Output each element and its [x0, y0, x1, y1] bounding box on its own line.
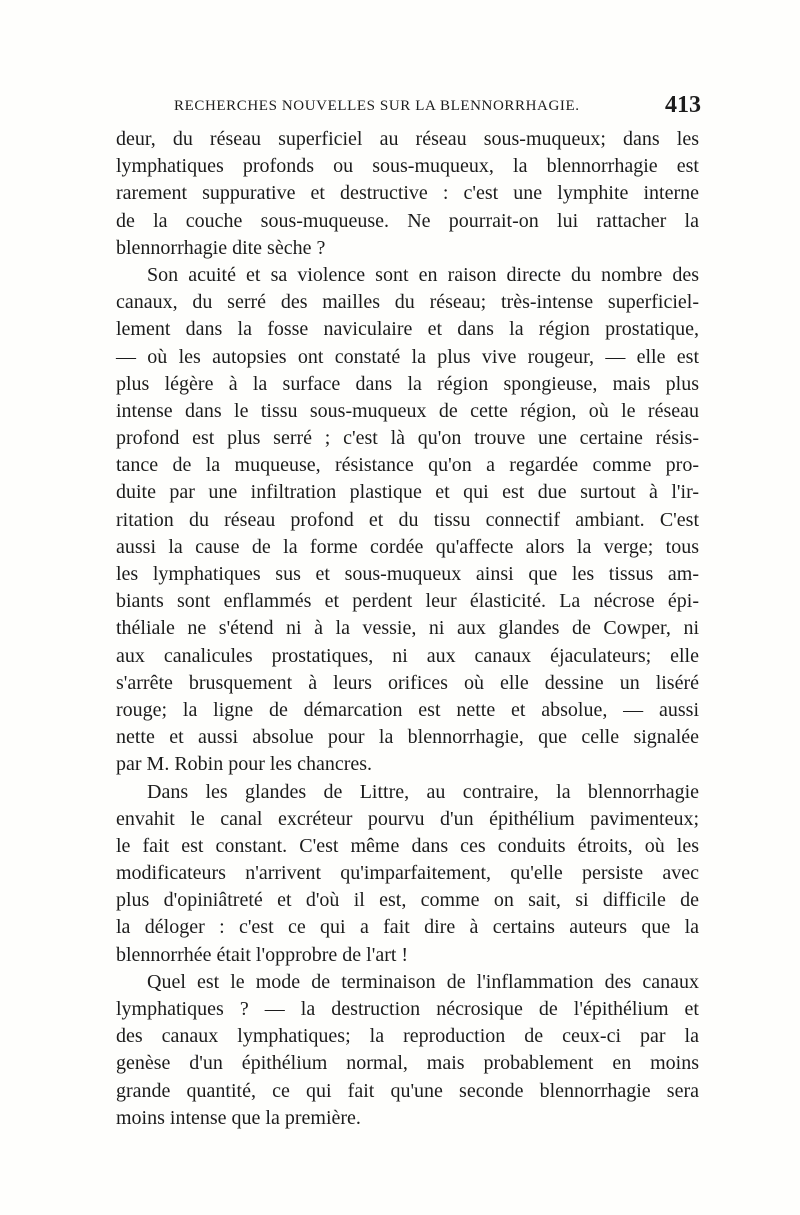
text-line: le fait est constant. C'est même dans ces conduits étroits, où les	[116, 834, 699, 857]
text-line: Quel est le mode de terminaison de l'inflammation des canaux	[147, 970, 699, 993]
text-line: théliale ne s'étend ni à la vessie, ni aux glandes de Cowper, ni	[116, 617, 699, 640]
text-line: par M. Robin pour les chancres.	[116, 753, 373, 776]
running-head	[116, 92, 701, 120]
page-number: 413	[665, 92, 701, 118]
text-line: tance de la muqueuse, résistance qu'on a regardée comme pro-	[116, 454, 699, 477]
body-text	[116, 126, 699, 1132]
text-line: la déloger : c'est ce qui a fait dire à certains auteurs que la	[116, 916, 699, 939]
text-line: Son acuité et sa violence sont en raison directe du nombre des	[147, 263, 699, 286]
text-line: duite par une infiltration plastique et qui est due surtout à l'ir-	[116, 481, 699, 504]
text-line: aux canalicules prostatiques, ni aux canaux éjaculateurs; elle	[116, 644, 699, 667]
text-line: lymphatiques ? — la destruction nécrosique de l'épithélium et	[116, 998, 699, 1020]
text-line: grande quantité, ce qui fait qu'une seconde blennorrhagie sera	[116, 1079, 699, 1102]
text-line: nette et aussi absolue pour la blennorrhagie, que celle signalée	[116, 726, 699, 749]
text-line: deur, du réseau superficiel au réseau sous-muqueux; dans les	[116, 128, 699, 150]
text-line: s'arrête brusquement à leurs orifices où elle dessine un liséré	[116, 671, 699, 694]
text-line: genèse d'un épithélium normal, mais probablement en moins	[116, 1052, 699, 1075]
text-line: profond est plus serré ; c'est là qu'on trouve une certaine résis-	[116, 427, 699, 450]
text-line: blennorrhée était l'opprobre de l'art !	[116, 943, 409, 966]
text-line: intense dans le tissu sous-muqueux de cette région, où le réseau	[116, 399, 699, 422]
text-line: modificateurs n'arrivent qu'imparfaitement, qu'elle persiste avec	[116, 862, 699, 885]
text-line: envahit le canal excréteur pourvu d'un épithélium pavimenteux;	[116, 807, 699, 830]
text-line: plus d'opiniâtreté et d'où il est, comme on sait, si difficile de	[116, 889, 699, 912]
text-line: blennorrhagie dite sèche ?	[116, 236, 326, 259]
running-title: RECHERCHES NOUVELLES SUR LA BLENNORRHAGIE.	[174, 98, 580, 114]
text-line: biants sont enflammés et perdent leur élasticité. La nécrose épi-	[116, 590, 699, 613]
text-line: de la couche sous-muqueuse. Ne pourrait-on lui rattacher la	[116, 209, 699, 232]
text-line: les lymphatiques sus et sous-muqueux ainsi que les tissus am-	[116, 563, 699, 585]
text-line: rarement suppurative et destructive : c'est une lymphite interne	[116, 182, 699, 205]
text-line: plus légère à la surface dans la région spongieuse, mais plus	[116, 372, 699, 395]
text-line: aussi la cause de la forme cordée qu'affecte alors la verge; tous	[116, 535, 699, 558]
text-line: — où les autopsies ont constaté la plus vive rougeur, — elle est	[116, 345, 699, 368]
text-line: canaux, du serré des mailles du réseau; très-intense superficiel-	[116, 291, 699, 314]
text-line: Dans les glandes de Littre, au contraire, la blennorrhagie	[147, 780, 699, 803]
text-line: moins intense que la première.	[116, 1106, 361, 1129]
text-line: lymphatiques profonds ou sous-muqueux, la blennorrhagie est	[116, 155, 699, 178]
text-line: lement dans la fosse naviculaire et dans la région prostatique,	[116, 318, 699, 341]
text-line: ritation du réseau profond et du tissu connectif ambiant. C'est	[116, 508, 699, 531]
text-line: rouge; la ligne de démarcation est nette et absolue, — aussi	[116, 698, 699, 721]
text-line: des canaux lymphatiques; la reproduction de ceux-ci par la	[116, 1025, 699, 1048]
